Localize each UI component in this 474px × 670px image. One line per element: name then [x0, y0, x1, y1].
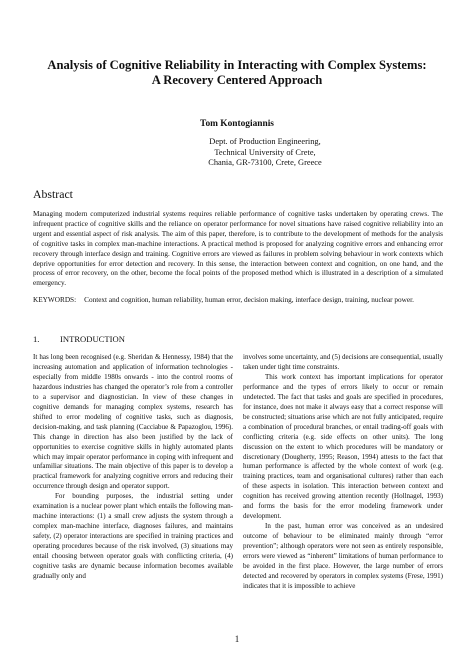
abstract-heading: Abstract [33, 187, 73, 201]
paragraph: For bounding purposes, the industrial setting under examination is a nuclear power plant which entails the following man-machine interactions: (1) a small crew adjusts the system through a complex man-machine interface, diagnoses failures, and maintains safety, (2) operator interactions are specified in training practices and operating procedures because of the risk involved, (3) situations may entail choosing between operator goals with conflicting criteria, (4) cognitive tasks are dynamic because information becomes available gradually only and [33, 492, 233, 580]
page-number: 1 [234, 634, 240, 644]
keywords-text: Context and cognition, human reliability, human error, decision making, interface design, training, nuclear power. [84, 296, 414, 304]
section-title: INTRODUCTION [60, 334, 125, 344]
title-line-1: Analysis of Cognitive Reliability in Interacting with Complex Systems: [47, 58, 427, 72]
section-number: 1. [33, 334, 40, 344]
affiliation-line-1: Dept. of Production Engineering, [209, 137, 321, 146]
affiliation-line-3: Chania, GR-73100, Crete, Greece [208, 158, 322, 167]
body-column-left [33, 353, 233, 582]
author-affiliation [200, 137, 330, 169]
affiliation-line-2: Technical University of Crete, [214, 147, 316, 157]
paragraph: This work context has important implications for operator performance and the types of errors likely to occur or remain undetected. The fact that tasks and goals are specified in procedures, for instance, does not make it always easy that a correct response will be constructed; situations arise which are not fully anticipated, require a combination of procedural branches, or entail trading-off goals with conflicting criteria (e.g. side effects on other units). The long discussion on the extent to which procedures will be mandatory or discretionary (Dougherty, 1995; Reason, 1994) attests to the fact that human performance is affected by the whole context of work (e.g. training practices, team and organisational cultures) rather than each of these aspects in isolation. This interaction between context and cognition has received growing attention recently (Hollnagel, 1993) and forms the basis for the error modeling framework under development. [243, 372, 443, 521]
body-column-right [243, 353, 443, 592]
paragraph: It has long been recognised (e.g. Sheridan & Hennessy, 1984) that the increasing automation and application of information technologies - especially from middle 1980s onwards - into the control rooms of hazardous industries has changed the operator’s role from a controller to a supervisor and diagnostician. In view of these changes in cognitive demands for managing complex systems, research has shifted to error modeling of cognitive tasks, such as diagnosis, decision-making, and task planning (Cacciabue & Papazoglou, 1996). This change in direction has also been justified by the lack of opportunities to exercise cognitive skills in highly automated plants which may impair operator performance in coping with infrequent and unfamiliar situations. The main objective of this paper is to develop a practical framework for analyzing cognitive errors and reducing their occurrence through design and operator support. [33, 353, 233, 491]
title-line-2: A Recovery Centered Approach [151, 73, 323, 87]
paragraph: In the past, human error was conceived as an undesired outcome of behaviour to be eliminated mainly through “error prevention”; although operators were not seen as entirely responsible, errors were viewed as “inherent” limitations of human performance to be avoided in the first place. However, the large number of errors detected and recovered by operators in complex systems (Frese, 1991) indicates that it is impossible to achieve [243, 522, 443, 590]
keywords-label: KEYWORDS: [33, 296, 77, 304]
paper-title [24, 58, 450, 88]
paragraph: involves some uncertainty, and (5) decisions are consequential, usually taken under tight time constraints. [243, 353, 443, 371]
keywords-paragraph [33, 296, 443, 306]
section-heading-introduction [33, 334, 125, 345]
author-name: Tom Kontogiannis [200, 119, 274, 129]
abstract-text: Managing modern computerized industrial systems requires reliable performance of cognitive tasks undertaken by operating crews. The infrequent practice of cognitive skills and the reliance on operator performance for novel situations have raised cognitive reliability into an urgent and essential aspect of risk analysis. The aim of this paper, therefore, is to contribute to the development of methods for the analysis of cognitive tasks in complex man-machine interactions. A practical method is proposed for analyzing cognitive errors and enhancing error recovery through interface design and training. Cognitive errors are viewed as failures in problem solving behaviour in work contexts which deprive opportunities for error detection and recovery. In this sense, the interaction between context and cognition, on one hand, and the process of error recovery, on the other, become the focal points of the proposed method which is illustrated in a description of a simulated emergency. [33, 210, 443, 288]
